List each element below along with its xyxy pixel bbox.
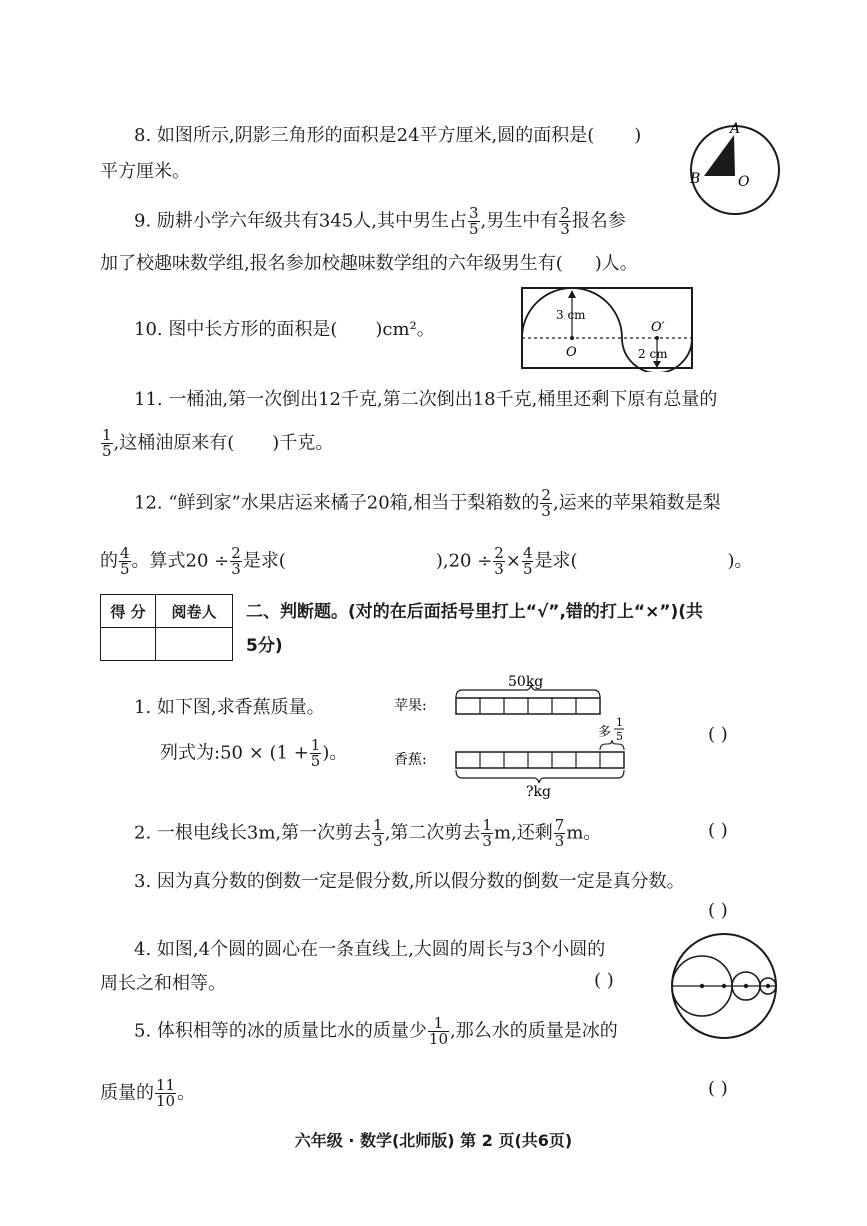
label-a: A bbox=[730, 121, 741, 137]
banana-bar bbox=[456, 752, 624, 768]
page-footer: 六年级 · 数学(北师版) 第 2 页(共6页) bbox=[294, 1131, 573, 1150]
fraction: $\frac{2}{3}$ bbox=[541, 486, 551, 520]
answer-paren[interactable]: ( ) bbox=[708, 724, 728, 745]
answer-paren[interactable]: ( ) bbox=[708, 820, 728, 841]
j4-line2: 周长之和相等。 bbox=[100, 973, 226, 994]
label-2cm: 2 cm bbox=[638, 347, 668, 361]
q9-line1: 9. 励耕小学六年级共有345人,其中男生占 $\frac{3}{5}$ ,男生中有 $\frac{2}{3}$ 报名参 bbox=[134, 204, 626, 238]
j1-bar-diagram bbox=[390, 668, 630, 800]
fraction: $\frac{2}{3}$ bbox=[231, 544, 241, 578]
q10-rectangle-figure bbox=[520, 286, 695, 372]
fraction: $\frac{1}{3}$ bbox=[373, 816, 383, 850]
fraction: $\frac{1}{5}$ bbox=[102, 426, 112, 460]
q11-line2: $\frac{1}{5}$ ,这桶油原来有( )千克。 bbox=[102, 426, 334, 460]
fraction: $\frac{4}{5}$ bbox=[522, 544, 533, 578]
label-o: O bbox=[566, 345, 577, 360]
circle bbox=[691, 126, 779, 214]
shaded-triangle bbox=[704, 135, 735, 176]
fraction: $\frac{1}{3}$ bbox=[482, 816, 492, 850]
banana-label: 香蕉: bbox=[394, 752, 427, 768]
q11-line1: 11. 一桶油,第一次倒出12千克,第二次倒出18千克,桶里还剩下原有总量的 bbox=[134, 389, 718, 410]
q12-line2: 的 $\frac{4}{5}$ 。算式20 ÷ $\frac{2}{3}$ 是求( ),20 ÷ $\frac{2}{3}$ × $\frac{4}{5}$ 是求( )。 bbox=[100, 544, 753, 578]
j2-line: 2. 一根电线长3m,第一次剪去 $\frac{1}{3}$ ,第二次剪去 $\frac{1}{3}$ m,还剩 $\frac{7}{3}$ m。 bbox=[134, 816, 602, 850]
q12-line1: 12. “鲜到家”水果店运来橘子20箱,相当于梨箱数的 $\frac{2}{3}$ ,运来的苹果箱数是梨 bbox=[134, 486, 721, 520]
j5-line1: 5. 体积相等的冰的质量比水的质量少 $\frac{1}{10}$ ,那么水的质量是冰的 bbox=[134, 1014, 618, 1048]
answer-paren[interactable]: ( ) bbox=[708, 900, 728, 921]
section-title: 二、判断题。(对的在后面括号里打上“√”,错的打上“×”)(共 bbox=[246, 602, 704, 622]
svg-text:1: 1 bbox=[616, 716, 623, 729]
j4-circles-figure bbox=[668, 930, 780, 1042]
fraction: $\frac{7}{3}$ bbox=[554, 816, 565, 850]
label-b: B bbox=[690, 171, 701, 187]
banana-total-label: ?kg bbox=[526, 784, 551, 800]
fraction: $\frac{2}{3}$ bbox=[560, 204, 570, 238]
section-title-line2: 5分) bbox=[246, 636, 283, 656]
q9-line2: 加了校趣味数学组,报名参加校趣味数学组的六年级男生有( )人。 bbox=[100, 253, 638, 274]
svg-text:5: 5 bbox=[616, 730, 623, 743]
q10-line: 10. 图中长方形的面积是( )cm²。 bbox=[134, 319, 435, 340]
label-o: O bbox=[738, 174, 750, 190]
label-3cm: 3 cm bbox=[556, 308, 586, 322]
grader-header: 阅卷人 bbox=[156, 595, 233, 628]
answer-paren[interactable]: ( ) bbox=[708, 1078, 728, 1099]
apple-total-label: 50kg bbox=[508, 674, 544, 690]
fraction: $\frac{2}{3}$ bbox=[494, 544, 504, 578]
score-header: 得 分 bbox=[101, 595, 156, 628]
answer-paren[interactable]: ( ) bbox=[594, 970, 614, 991]
more-label: 多 bbox=[598, 725, 612, 740]
label-o-prime: O′ bbox=[651, 320, 665, 335]
j3-line: 3. 因为真分数的倒数一定是假分数,所以假分数的倒数一定是真分数。 bbox=[134, 871, 685, 892]
grader-cell[interactable] bbox=[156, 628, 233, 661]
fraction: $\frac{1}{10}$ bbox=[428, 1014, 448, 1048]
j1-line2: 列式为:50 × (1 + $\frac{1}{5}$ )。 bbox=[160, 736, 348, 770]
q8-line1: 8. 如图所示,阴影三角形的面积是24平方厘米,圆的面积是( ) bbox=[134, 125, 642, 146]
score-box bbox=[100, 594, 233, 661]
fraction: $\frac{4}{5}$ bbox=[120, 544, 130, 578]
j5-line2: 质量的 $\frac{11}{10}$ 。 bbox=[100, 1076, 196, 1110]
fraction: $\frac{3}{5}$ bbox=[468, 204, 479, 238]
q8-line2: 平方厘米。 bbox=[100, 161, 190, 182]
q8-circle-figure bbox=[690, 118, 780, 218]
score-cell[interactable] bbox=[101, 628, 156, 661]
fraction: $\frac{11}{10}$ bbox=[156, 1076, 176, 1110]
j1-line1: 1. 如下图,求香蕉质量。 bbox=[134, 697, 325, 718]
apple-label: 苹果: bbox=[394, 698, 427, 714]
fraction: $\frac{1}{5}$ bbox=[310, 736, 321, 770]
bottom-brace bbox=[456, 770, 624, 783]
j4-line1: 4. 如图,4个圆的圆心在一条直线上,大圆的周长与3个小圆的 bbox=[134, 939, 606, 960]
